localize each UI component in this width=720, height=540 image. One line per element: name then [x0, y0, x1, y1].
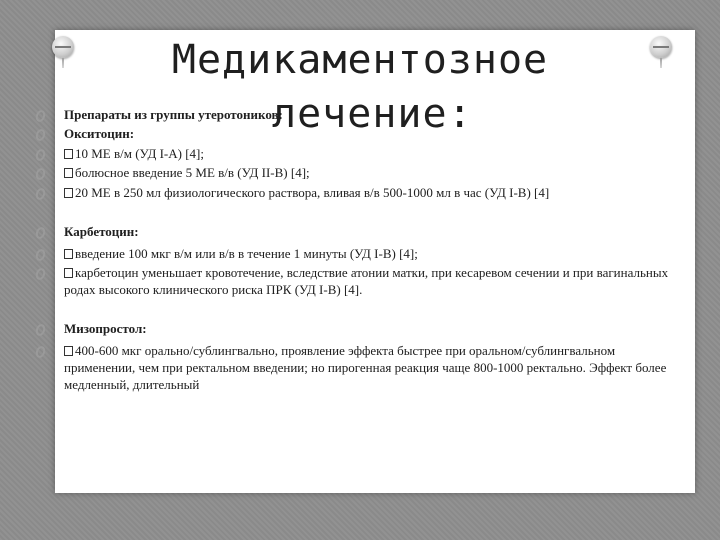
list-item: введение 100 мкг в/м или в/в в течение 1 минуты (УД I-B) [4];	[64, 245, 418, 262]
oval-bullet-icon	[34, 187, 47, 201]
oval-bullet-icon	[34, 248, 47, 262]
square-box-icon	[64, 149, 73, 159]
list-item: карбетоцин уменьшает кровотечение, вследствие атонии матки, при кесаревом сечении и при вагинальных родах высокого клинического риска ПРК (УД I-B) [4].	[64, 265, 669, 297]
list-item: 20 МЕ в 250 мл физиологического раствора, вливая в/в 500-1000 мл в час (УД I-B) [4]	[64, 184, 549, 201]
square-box-icon	[64, 268, 73, 278]
square-box-icon	[64, 188, 73, 198]
oval-bullet-icon	[34, 167, 47, 181]
list-item: болюсное введение 5 МЕ в/в (УД II-B) [4];	[64, 164, 310, 181]
misoprostol-heading: Мизопростол:	[64, 321, 147, 336]
oval-bullet-icon	[34, 345, 47, 359]
oval-bullet-icon	[34, 109, 47, 123]
oval-bullet-icon	[34, 267, 47, 281]
slide-title-line1: Медикаментозное	[171, 37, 549, 83]
carbetocin-heading: Карбетоцин:	[64, 224, 139, 239]
oval-bullet-icon	[34, 226, 47, 240]
intro-heading: Препараты из группы утеротоников:	[64, 107, 283, 122]
oval-bullet-icon	[34, 323, 47, 337]
list-item: 10 МЕ в/м (УД I-A) [4];	[64, 145, 204, 162]
list-item: 400-600 мкг орально/сублингвально, проявление эффекта быстрее при оральном/сублингвальном применении, чем при ректальном введении; но пирогенная реакция чаще 800-1000 ректально. Эффект более медленный, длительный	[64, 343, 667, 392]
oval-bullet-icon	[34, 148, 47, 162]
square-box-icon	[64, 346, 73, 356]
square-box-icon	[64, 249, 73, 259]
oxytocin-heading: Окситоцин:	[64, 126, 135, 141]
oval-bullet-icon	[34, 128, 47, 142]
square-box-icon	[64, 168, 73, 178]
slide-title-line2: лечение:	[272, 91, 473, 137]
